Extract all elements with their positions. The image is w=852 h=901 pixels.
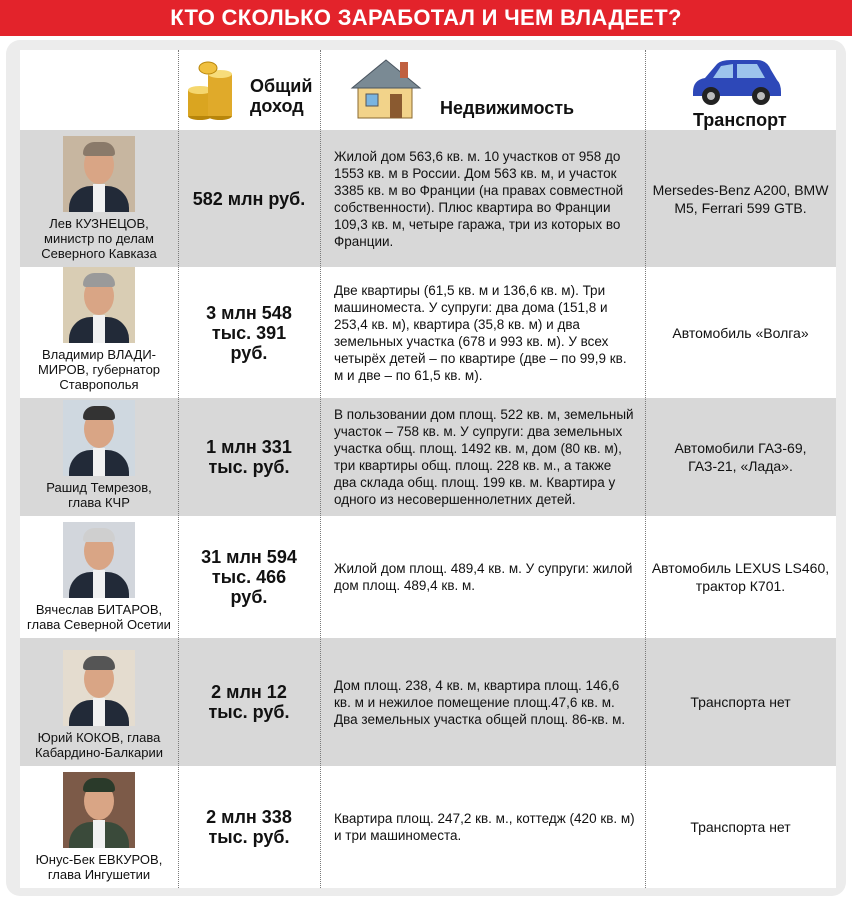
person-caption: Юнус-Бек ЕВКУРОВ, глава Ингушетии: [35, 852, 163, 882]
transport-cell: Транспорта нет: [690, 819, 791, 835]
income-cell: 1 млн 331 тыс. руб.: [206, 437, 292, 477]
table-header: [20, 50, 836, 130]
income-cell: 3 млн 548 тыс. 391 руб.: [206, 302, 292, 363]
transport-cell: Автомобиль LEXUS LS460, трактор К701.: [651, 560, 830, 594]
transport-cell: Mersedes-Benz A200, BMW M5, Ferrari 599 GTB.: [652, 181, 829, 216]
person-cell: [20, 766, 178, 888]
table-row: [20, 516, 836, 638]
car-icon: [687, 56, 783, 108]
portrait-photo: [63, 522, 135, 598]
estate-cell: Квартира площ. 247,2 кв. м., коттедж (420 кв. м) и три машиноместа.: [334, 811, 635, 843]
table-row: [20, 267, 836, 398]
income-header-line2: доход: [250, 96, 304, 116]
gold-coins-icon: [186, 60, 234, 122]
transport-cell: Автомобили ГАЗ-69, ГАЗ-21, «Лада».: [674, 440, 807, 474]
person-caption: Юрий КОКОВ, глава Кабардино-Балкарии: [34, 730, 163, 760]
portrait-photo: [63, 400, 135, 476]
column-divider: [320, 50, 321, 888]
estate-cell: В пользовании дом площ. 522 кв. м, земельный участок – 758 кв. м. У супруги: два земельных участка общ. площ. 1492 кв. м, дом (80 кв. м), три квартиры общ. площ. 228 кв. м., а также два склада общ. площ. 199 кв. м. Квартира у одного из несовершеннолетних детей.: [334, 407, 634, 507]
income-cell: 2 млн 338 тыс. руб.: [206, 807, 292, 847]
income-cell: 2 млн 12 тыс. руб.: [208, 682, 290, 722]
person-caption: Вячеслав БИТАРОВ, глава Северной Осетии: [27, 602, 171, 632]
person-cell: [20, 638, 178, 766]
person-cell: [20, 130, 178, 267]
person-cell: [20, 516, 178, 638]
column-divider: [178, 50, 179, 888]
income-column-header: [178, 50, 320, 130]
transport-cell: Транспорта нет: [690, 694, 791, 710]
transport-header-label: Транспорт: [693, 110, 787, 130]
estate-column-header: [320, 50, 645, 130]
estate-cell: Жилой дом 563,6 кв. м. 10 участков от 958 до 1553 кв. м в России. Дом 563 кв. м, и участок 3385 кв. м во Франции (на правах совместной собственности). Плюс квартира во Франции 109,3 кв. м, четыре гаража, три из которых во Франции.: [334, 148, 624, 249]
person-cell: [20, 398, 178, 516]
portrait-photo: [63, 136, 135, 212]
estate-cell: Дом площ. 238, 4 кв. м, квартира площ. 146,6 кв. м и нежилое помещение площ.47,6 кв. м. Два земельных участка общей площ. 86-кв. м.: [334, 677, 626, 727]
portrait-photo: [63, 772, 135, 848]
portrait-photo: [63, 650, 135, 726]
house-icon: [350, 54, 422, 120]
person-caption: Рашид Темрезов, глава КЧР: [46, 480, 152, 510]
person-caption: Лев КУЗНЕЦОВ, министр по делам Северного Кавказа: [41, 216, 157, 261]
income-header-line1: Общий: [250, 76, 313, 96]
person-caption: Владимир ВЛАДИ- МИРОВ, губернатор Ставрополья: [37, 347, 161, 392]
table-row: [20, 766, 836, 888]
estate-cell: Две квартиры (61,5 кв. м и 136,6 кв. м). Три машиноместа. У супруги: два дома (151,8 и 253,4 кв. м), квартира (35,8 кв. м) и два земельных участка (678 и 993 кв. м). У всех четырёх детей – по квартире (две – по 99,9 кв. м и две – по 61,5 кв. м).: [334, 282, 627, 383]
table-row: [20, 130, 836, 267]
estate-cell: Жилой дом площ. 489,4 кв. м. У супруги: жилой дом площ. 489,4 кв. м.: [334, 561, 633, 593]
column-divider: [645, 50, 646, 888]
table-row: [20, 638, 836, 766]
person-cell: [20, 267, 178, 398]
income-cell: 582 млн руб.: [192, 188, 306, 209]
income-cell: 31 млн 594 тыс. 466 руб.: [201, 547, 297, 607]
transport-cell: Автомобиль «Волга»: [672, 324, 809, 341]
portrait-photo: [63, 267, 135, 343]
transport-column-header: [645, 50, 836, 130]
estate-header-label: Недвижимость: [440, 98, 575, 118]
page-title: КТО СКОЛЬКО ЗАРАБОТАЛ И ЧЕМ ВЛАДЕЕТ?: [0, 0, 852, 36]
table-row: [20, 398, 836, 516]
